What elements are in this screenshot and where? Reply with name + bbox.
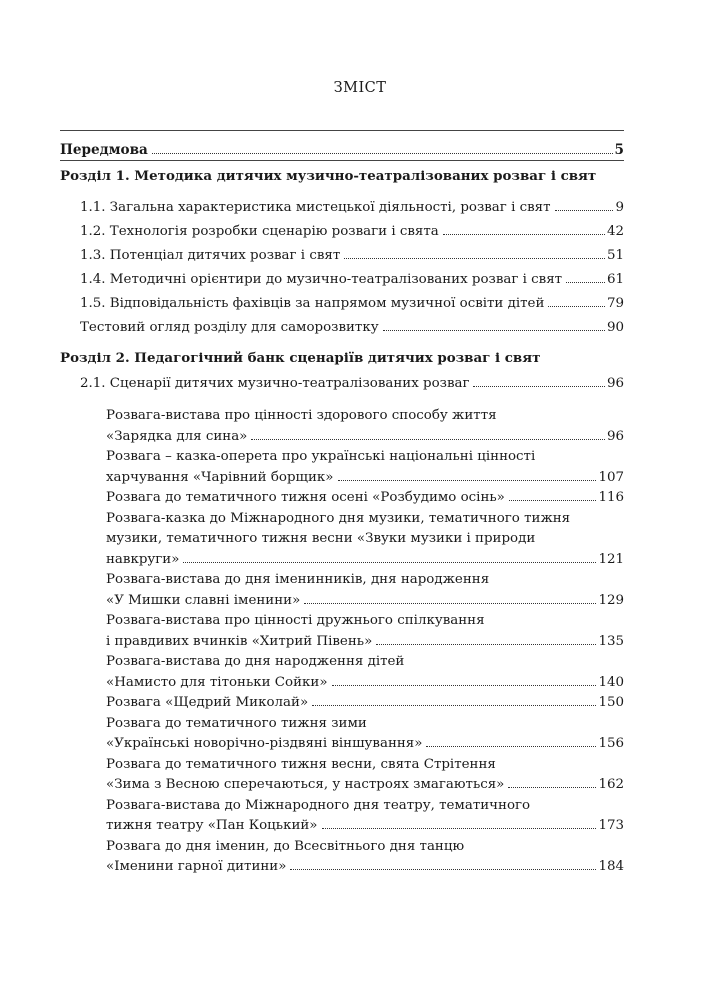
toc-item-1-2[interactable] xyxy=(80,224,624,239)
toc-entry-last-line xyxy=(106,552,624,567)
toc-page-number: 150 xyxy=(598,695,624,710)
toc-entry-label: «Зарядка для сина» xyxy=(106,428,248,444)
toc-entry-label: Передмова xyxy=(60,142,148,158)
toc-entry-label: і правдивих вчинків «Хитрий Півень» xyxy=(106,633,373,649)
toc-page-number: 129 xyxy=(598,592,624,608)
section-1-heading[interactable]: Розділ 1. Методика дитячих музично-театралізованих розваг і свят xyxy=(60,168,597,184)
divider xyxy=(60,160,624,161)
dot-leader xyxy=(509,500,597,501)
toc-entry-last-line xyxy=(106,695,624,710)
dot-leader xyxy=(473,386,604,387)
toc-entry-line: Розвага-вистава до дня народження дітей xyxy=(106,654,405,669)
toc-entry-label: навкруги» xyxy=(106,551,180,567)
toc-entry-line: Розвага до дня іменин, до Всесвітнього дня танцю xyxy=(106,838,465,854)
toc-item-1-6[interactable] xyxy=(80,320,624,335)
toc-entry-line: Розвага-вистава до дня іменинників, дня народження xyxy=(106,572,490,587)
toc-entry-label: «У Мишки славні іменини» xyxy=(106,592,301,608)
toc-entry-last-line xyxy=(106,818,624,833)
toc-preface[interactable] xyxy=(60,142,624,158)
section-2-heading[interactable]: Розділ 2. Педагогічний банк сценаріїв дитячих розваг і свят xyxy=(60,350,541,366)
dot-leader xyxy=(338,480,597,481)
toc-page-number: 5 xyxy=(614,142,624,158)
toc-page-number: 96 xyxy=(606,428,624,444)
toc-entry-label: «Українські новорічно-різдвяні віншування» xyxy=(106,736,423,751)
toc-entry-label: 1.2. Технологія розробки сценарію розваги і свята xyxy=(80,224,439,239)
toc-page-number: 90 xyxy=(606,320,624,335)
dot-leader xyxy=(443,234,605,235)
toc-entry-last-line xyxy=(106,859,624,874)
dot-leader xyxy=(548,306,605,307)
toc-entry-label: 1.1. Загальна характеристика мистецької діяльності, розваг і свят xyxy=(80,200,551,215)
toc-item-1-4[interactable] xyxy=(80,272,624,287)
toc-entry-label: «Намисто для тітоньки Сойки» xyxy=(106,674,328,690)
toc-page-number: 173 xyxy=(598,818,624,833)
toc-entry-last-line xyxy=(106,429,624,444)
dot-leader xyxy=(566,282,605,283)
toc-page-number: 121 xyxy=(598,551,624,567)
toc-entry-label: тижня театру «Пан Коцький» xyxy=(106,818,318,833)
dot-leader xyxy=(322,828,597,829)
toc-page-number: 79 xyxy=(606,296,624,311)
toc-entry-last-line xyxy=(106,490,624,505)
toc-entry-label: «Зима з Весною сперечаються, у настроях змагаються» xyxy=(106,777,505,792)
top-rule xyxy=(60,130,624,131)
dot-leader xyxy=(508,787,596,788)
toc-page-number: 42 xyxy=(606,224,624,239)
dot-leader xyxy=(555,210,614,211)
dot-leader xyxy=(290,869,596,870)
toc-page-number: 116 xyxy=(598,490,624,505)
toc-entry-label: 1.4. Методичні орієнтири до музично-театралізованих розваг і свят xyxy=(80,272,563,287)
toc-entry-last-line xyxy=(106,634,624,649)
toc-entry-line: Розвага-вистава про цінності здорового способу життя xyxy=(106,408,497,423)
dot-leader xyxy=(332,685,597,686)
toc-entry-last-line xyxy=(106,736,624,751)
toc-entry-label: Розвага до тематичного тижня осені «Розбудимо осінь» xyxy=(106,490,505,505)
toc-page-number: 9 xyxy=(615,200,624,215)
toc-page-number: 184 xyxy=(598,859,624,874)
toc-page-number: 140 xyxy=(598,674,624,690)
toc-entry-line: Розвага-вистава до Міжнародного дня театру, тематичного xyxy=(106,797,531,813)
toc-entry-label: 2.1. Сценарії дитячих музично-театралізованих розваг xyxy=(80,376,470,391)
dot-leader xyxy=(312,705,596,706)
toc-page-number: 135 xyxy=(598,633,624,649)
toc-entry-line: Розвага до тематичного тижня зими xyxy=(106,715,367,731)
toc-entry-last-line xyxy=(106,675,624,690)
toc-page-number: 162 xyxy=(598,777,624,792)
toc-entry-last-line xyxy=(106,593,624,608)
dot-leader xyxy=(426,746,596,747)
toc-page-number: 96 xyxy=(606,376,624,391)
dot-leader xyxy=(152,153,613,154)
dot-leader xyxy=(251,439,605,440)
dot-leader xyxy=(376,644,596,645)
toc-entry-label: Розвага «Щедрий Миколай» xyxy=(106,695,309,710)
dot-leader xyxy=(304,603,596,604)
toc-entry-line: музики, тематичного тижня весни «Звуки музики і природи xyxy=(106,531,536,546)
toc-entry-label: Тестовий огляд розділу для саморозвитку xyxy=(80,320,379,335)
toc-entry-line: Розвага-казка до Міжнародного дня музики, тематичного тижня xyxy=(106,510,571,526)
toc-entry-label: харчування «Чарівний борщик» xyxy=(106,469,334,485)
toc-entry-line: Розвага-вистава про цінності дружнього спілкування xyxy=(106,613,485,628)
dot-leader xyxy=(383,330,605,331)
toc-entry-label: «Іменини гарної дитини» xyxy=(106,859,287,874)
toc-entry-label: 1.5. Відповідальність фахівців за напрямом музичної освіти дітей xyxy=(80,296,545,311)
toc-page-number: 156 xyxy=(598,736,624,751)
toc-item-1-1[interactable] xyxy=(80,200,624,215)
toc-subsection-2-1[interactable] xyxy=(80,376,624,391)
toc-entry-last-line xyxy=(106,777,624,792)
page-title: ЗМІСТ xyxy=(333,80,387,96)
toc-entry-line: Розвага – казка-оперета про українські національні цінності xyxy=(106,449,536,464)
toc-item-1-3[interactable] xyxy=(80,248,624,263)
toc-entry-label: 1.3. Потенціал дитячих розваг і свят xyxy=(80,248,341,263)
toc-page-number: 107 xyxy=(598,469,624,485)
dot-leader xyxy=(183,562,596,563)
toc-page-number: 61 xyxy=(606,272,624,287)
dot-leader xyxy=(344,258,605,259)
toc-page-number: 51 xyxy=(606,248,624,263)
toc-item-1-5[interactable] xyxy=(80,296,624,311)
toc-entry-line: Розвага до тематичного тижня весни, свята Стрітення xyxy=(106,756,496,772)
toc-entry-last-line xyxy=(106,470,624,485)
